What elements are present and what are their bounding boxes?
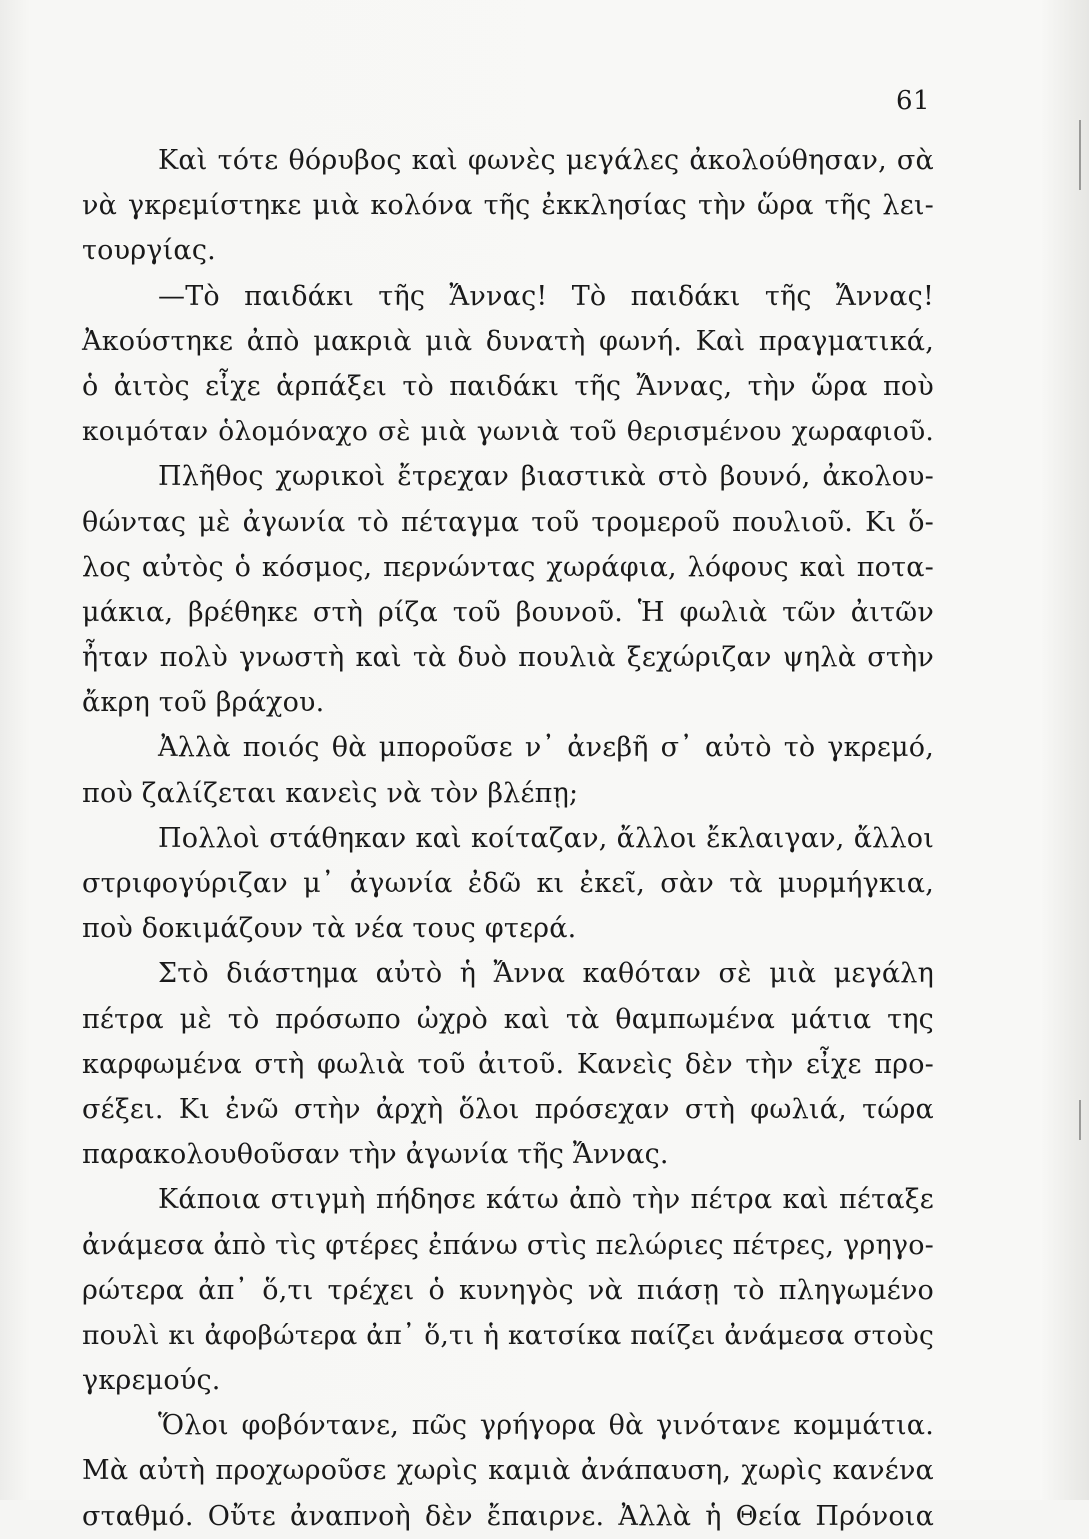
text-line: λος αὐτὸς ὁ κόσμος, περνώντας χωράφια, λόφους καὶ ποτα- [82,551,934,583]
text-line: ἦταν πολὺ γνωστὴ καὶ τὰ δυὸ πουλιὰ ξεχώριζαν ψηλὰ στὴν [82,642,934,674]
text-line: —Τὸ παιδάκι τῆς Ἄννας! Τὸ παιδάκι τῆς Ἄννας! [158,280,934,312]
text-line: ἀνάμεσα ἀπὸ τὶς φτέρες ἐπάνω στὶς πελώριες πέτρες, γρηγο- [82,1229,934,1261]
text-line: καρφωμένα στὴ φωλιὰ τοῦ ἀιτοῦ. Κανεὶς δὲν τὴν εἶχε προ- [82,1048,934,1080]
text-line: σέξει. Κι ἐνῶ στὴν ἀρχὴ ὅλοι πρόσεχαν στὴ φωλιά, τώρα [82,1093,934,1125]
margin-scan-mark [1079,120,1081,190]
text-line: παρακολουθοῦσαν τὴν ἀγωνία τῆς Ἄννας. [82,1139,669,1171]
text-line: Ἀκούστηκε ἀπὸ μακριὰ μιὰ δυνατὴ φωνή. Καὶ πραγματικά, [82,325,934,357]
text-line: ὁ ἀιτὸς εἶχε ἁρπάξει τὸ παιδάκι τῆς Ἄννας, τὴν ὥρα ποὺ [82,370,934,402]
text-line: Πολλοὶ στάθηκαν καὶ κοίταζαν, ἄλλοι ἔκλαιγαν, ἄλλοι [158,822,934,854]
text-line: νὰ γκρεμίστηκε μιὰ κολόνα τῆς ἐκκλησίας τὴν ὥρα τῆς λει- [82,190,934,222]
text-line: Πλῆθος χωρικοὶ ἔτρεχαν βιαστικὰ στὸ βουνό, ἀκολου- [158,461,934,493]
text-line: Κάποια στιγμὴ πήδησε κάτω ἀπὸ τὴν πέτρα καὶ πέταξε [158,1184,934,1216]
text-line: πουλὶ κι ἀφοβώτερα ἀπ᾿ ὅ,τι ἡ κατσίκα παίζει ἀνάμεσα στοὺς [82,1319,934,1351]
text-line: γκρεμούς. [82,1365,221,1397]
text-line: ἄκρη τοῦ βράχου. [82,687,325,719]
text-line: ποὺ ζαλίζεται κανεὶς νὰ τὸν βλέπῃ; [82,777,579,809]
text-line: Ὅλοι φοβόντανε, πῶς γρήγορα θὰ γινότανε κομμάτια. [158,1410,934,1442]
text-line: μάκια, βρέθηκε στὴ ρίζα τοῦ βουνοῦ. Ἡ φωλιὰ τῶν ἀιτῶν [82,596,934,628]
text-line: Στὸ διάστημα αὐτὸ ἡ Ἄννα καθόταν σὲ μιὰ μεγάλη [158,958,934,990]
text-line: ρώτερα ἀπ᾿ ὅ,τι τρέχει ὁ κυνηγὸς νὰ πιάσῃ τὸ πληγωμένο [82,1274,934,1306]
text-line: θώντας μὲ ἀγωνία τὸ πέταγμα τοῦ τρομεροῦ πουλιοῦ. Κι ὅ- [82,506,934,538]
text-line: πέτρα μὲ τὸ πρόσωπο ὠχρὸ καὶ τὰ θαμπωμένα μάτια της [82,1003,934,1035]
text-line: Ἀλλὰ ποιός θὰ μποροῦσε ν᾿ ἀνεβῆ σ᾿ αὐτὸ τὸ γκρεμό, [158,732,934,764]
margin-scan-mark [1079,1100,1081,1140]
page-number: 61 [896,86,931,116]
text-line: τουργίας. [82,235,216,267]
text-line: στριφογύριζαν μ᾿ ἀγωνία ἐδῶ κι ἐκεῖ, σὰν τὰ μυρμήγκια, [82,868,934,899]
text-line: Καὶ τότε θόρυβος καὶ φωνὲς μεγάλες ἀκολούθησαν, σὰ [158,145,934,176]
text-line: σταθμό. Οὔτε ἀναπνοὴ δὲν ἔπαιρνε. Ἀλλὰ ἡ Θεία Πρόνοια [82,1500,934,1532]
text-line: Μὰ αὐτὴ προχωροῦσε χωρὶς καμιὰ ἀνάπαυση, χωρὶς κανένα [82,1455,934,1487]
body-text [82,138,934,1539]
text-line: κοιμόταν ὁλομόναχο σὲ μιὰ γωνιὰ τοῦ θερισμένου χωραφιοῦ. [82,416,934,448]
text-line: ποὺ δοκιμάζουν τὰ νέα τους φτερά. [82,913,577,945]
